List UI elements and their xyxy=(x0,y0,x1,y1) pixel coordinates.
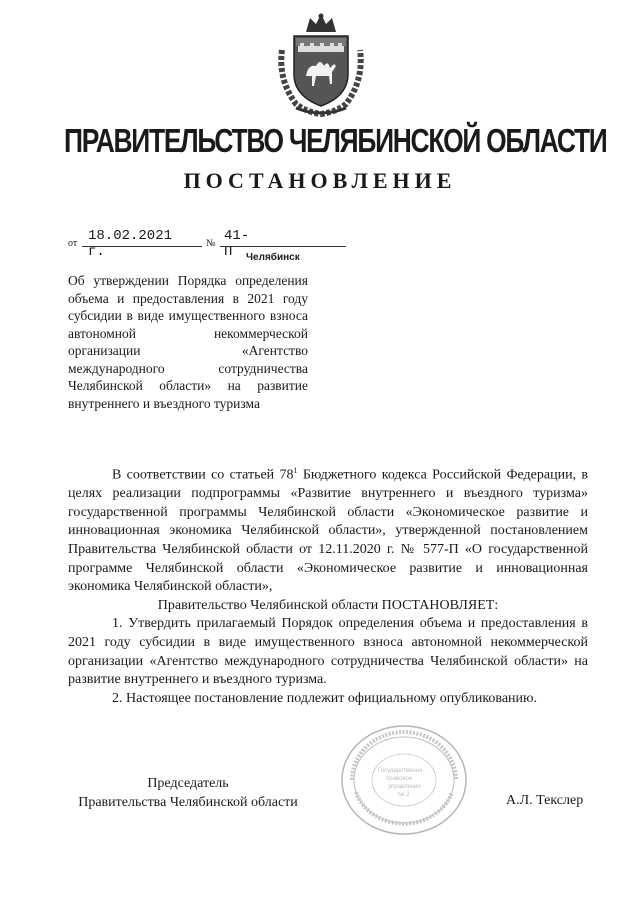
clause-1: 1. Утвердить прилагаемый Порядок определения объема и предоставления в 2021 году субсидии в виде имущественного взноса автономной некоммерческой организации «Агентство международного сотрудничества Челябинской области» на развитие внутреннего и въездного туризма. xyxy=(68,616,588,688)
number-underline xyxy=(220,246,346,247)
svg-text:№ 2: № 2 xyxy=(398,792,410,798)
city-name: Челябинск xyxy=(246,252,300,263)
signatory-name: А.Л. Текслер xyxy=(506,793,584,808)
government-title: ПРАВИТЕЛЬСТВО ЧЕЛЯБИНСКОЙ ОБЛАСТИ xyxy=(64,122,607,159)
document-date: 18.02.2021 г. xyxy=(88,228,173,260)
position-line-2: Правительства Челябинской области xyxy=(78,795,298,810)
clause-2: 2. Настоящее постановление подлежит официальному опубликованию. xyxy=(112,690,537,706)
chelyabinsk-coat-of-arms xyxy=(276,10,366,118)
svg-text:Государственно-: Государственно- xyxy=(378,768,425,774)
preamble-paragraph: В соответствии со статьей $78^1$ Бюджетного кодекса Российской Федерации, в целях реализации подпрограммы «Развитие внутреннего и въездного туризма» государственной программы Челябинской области «Экономическое развитие и инновационная экономика Челябинской области», утвержденной постановлением Правительства Челябинской области от 12.11.2020 г. № 577-П «О государственной программе Челябинской области «Экономическое развитие и инновационная экономика Челябинской области», xyxy=(68,466,588,595)
document-body xyxy=(68,462,588,708)
resolves-line: Правительство Челябинской области ПОСТАНОВЛЯЕТ: xyxy=(157,597,499,613)
document-subject: Об утверждении Порядка определения объема и предоставления в 2021 году субсидии в виде имущественного взноса автономной некоммерческой организации «Агентство международного сотрудничества Челябинской области» на развитие внутреннего и въездного туризма xyxy=(68,273,308,411)
svg-text:управление: управление xyxy=(388,784,421,790)
signatory-position xyxy=(68,774,308,812)
number-label: № xyxy=(206,238,216,249)
position-line-1: Председатель xyxy=(147,776,229,791)
document-number: 41-П xyxy=(224,228,250,260)
date-underline xyxy=(82,246,202,247)
official-seal-stamp xyxy=(338,722,470,838)
date-label: от xyxy=(68,238,78,249)
svg-text:правовое: правовое xyxy=(386,776,413,782)
document-type: ПОСТАНОВЛЕНИЕ xyxy=(183,168,457,193)
